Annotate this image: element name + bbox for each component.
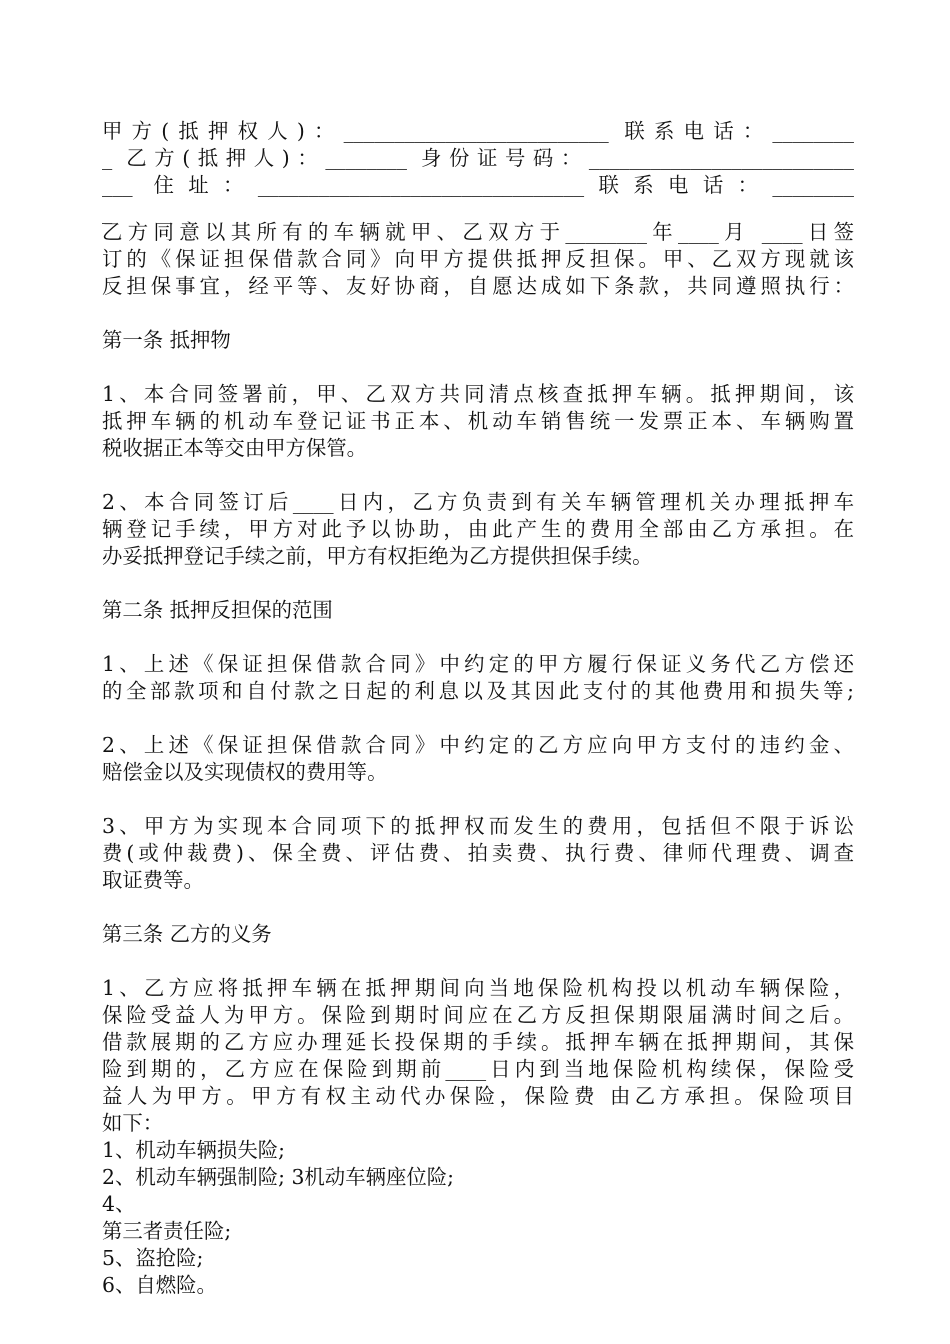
paragraph-line: 抵押车辆的机动车登记证书正本、机动车销售统一发票正本、车辆购置 <box>102 409 854 433</box>
intro-line: 订的《保证担保借款合同》向甲方提供抵押反担保。甲、乙双方现就该 <box>102 247 854 271</box>
insurance-item: 6、自燃险。 <box>102 1273 217 1297</box>
insurance-item: 4、 <box>102 1192 136 1216</box>
paragraph-line: 1、本合同签署前，甲、乙双方共同清点核查抵押车辆。抵押期间，该 <box>102 382 854 406</box>
article-3-paragraph-1 <box>102 975 854 1299</box>
insurance-item: 第三者责任险; <box>102 1219 232 1243</box>
article-2-paragraph-3 <box>102 813 854 894</box>
article-1-title: 第一条 抵押物 <box>102 328 231 352</box>
paragraph-line: 险到期的，乙方应在保险到期前____日内到当地保险机构续保，保险受 <box>102 1057 854 1081</box>
header-trailing-line: _ <box>102 200 113 224</box>
paragraph-line: 的全部款项和自付款之日起的利息以及其因此支付的其他费用和损失等; <box>102 679 854 703</box>
intro-line: 乙方同意以其所有的车辆就甲、乙双方于________年____月 ____日签 <box>102 220 854 244</box>
paragraph-line: 借款展期的乙方应办理延长投保期的手续。抵押车辆在抵押期间，其保 <box>102 1030 854 1054</box>
paragraph-line: 保险受益人为甲方。保险到期时间应在乙方反担保期限届满时间之后。 <box>102 1003 854 1027</box>
paragraph-line: 2、上述《保证担保借款合同》中约定的乙方应向甲方支付的违约金、 <box>102 733 854 757</box>
paragraph-line: 2、本合同签订后____日内，乙方负责到有关车辆管理机关办理抵押车 <box>102 490 854 514</box>
insurance-item: 1、机动车辆损失险; <box>102 1138 285 1162</box>
paragraph-line: 取证费等。 <box>102 868 204 892</box>
header-section <box>102 118 854 224</box>
paragraph-line: 办妥抵押登记手续之前，甲方有权拒绝为乙方提供担保手续。 <box>102 544 653 568</box>
paragraph-line: 1、乙方应将抵押车辆在抵押期间向当地保险机构投以机动车辆保险， <box>102 976 854 1000</box>
insurance-item: 2、机动车辆强制险; 3机动车辆座位险; <box>102 1165 455 1189</box>
paragraph-line: 1、上述《保证担保借款合同》中约定的甲方履行保证义务代乙方偿还 <box>102 652 854 676</box>
intro-line: 反担保事宜，经平等、友好协商，自愿达成如下条款，共同遵照执行： <box>102 274 854 298</box>
paragraph-line: 辆登记手续，甲方对此予以协助，由此产生的费用全部由乙方承担。在 <box>102 517 854 541</box>
article-2-title: 第二条 抵押反担保的范围 <box>102 598 333 622</box>
article-2-paragraph-2 <box>102 732 854 786</box>
contract-page <box>102 118 854 1299</box>
article-3-title: 第三条 乙方的义务 <box>102 922 272 946</box>
insurance-item: 5、盗抢险; <box>102 1246 204 1270</box>
paragraph-line: 费(或仲裁费)、保全费、评估费、拍卖费、执行费、律师代理费、调查 <box>102 841 854 865</box>
paragraph-line: 如下： <box>102 1111 164 1135</box>
paragraph-line: 赔偿金以及实现债权的费用等。 <box>102 760 388 784</box>
intro-paragraph <box>102 219 854 300</box>
article-1-paragraph-1 <box>102 381 854 462</box>
paragraph-line: 3、甲方为实现本合同项下的抵押权而发生的费用，包括但不限于诉讼 <box>102 814 854 838</box>
paragraph-line: 益人为甲方。甲方有权主动代办保险，保险费 由乙方承担。保险项目 <box>102 1084 854 1108</box>
article-2-paragraph-1 <box>102 651 854 705</box>
paragraph-line: 税收据正本等交由甲方保管。 <box>102 436 368 460</box>
party-a-line: 甲方(抵押权人)：__________________________ 联系电话：________ <box>102 119 854 143</box>
address-line: ___ 住址：________________________________联系电话：________ <box>102 173 854 197</box>
party-b-line: _ 乙方(抵押人)：________ 身份证号码：__________________________ <box>102 146 854 170</box>
article-1-paragraph-2 <box>102 489 854 570</box>
